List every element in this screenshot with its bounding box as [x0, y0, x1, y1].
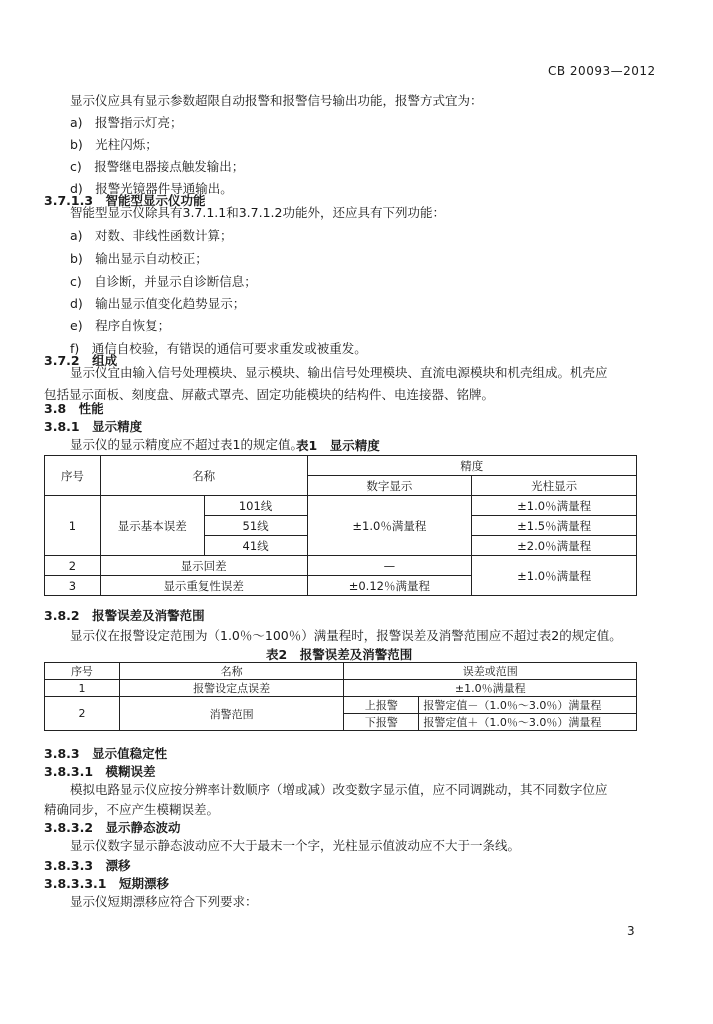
section-heading: 3.8.3.1 模糊误差	[44, 764, 156, 779]
table1-cell: 51线	[204, 516, 307, 536]
list-item: a) 报警指示灯亮；	[70, 115, 183, 130]
table1-cell: 3	[45, 576, 101, 596]
list-item: d) 输出显示值变化趋势显示；	[70, 296, 246, 311]
table1-cell: ±1.5％满量程	[472, 516, 637, 536]
section-heading: 3.8.3.2 显示静态波动	[44, 820, 181, 835]
table2-cell: 1	[45, 680, 120, 697]
table2	[44, 662, 637, 731]
list-item: f) 通信自校验，有错误的通信可要求重发或被重发。	[70, 341, 367, 356]
section-heading: 3.8 性能	[44, 401, 104, 416]
table2-head-range: 误差或范围	[344, 663, 637, 680]
paragraph: 显示仪宜由输入信号处理模块、显示模块、输出信号处理模块、直流电源模块和机壳组成。机壳应	[70, 365, 608, 380]
table1-cell: ±1.0％满量程	[472, 496, 637, 516]
table1	[44, 455, 637, 596]
section-heading: 3.8.3.3.1 短期漂移	[44, 876, 169, 891]
list-item: d) 报警光镜器件导通输出。	[70, 181, 233, 196]
list-item: c) 报警继电器接点触发输出；	[70, 159, 245, 174]
table1-head-precision: 精度	[307, 456, 637, 476]
paragraph: 模拟电路显示仪应按分辨率计数顺序（增或减）改变数字显示值，应不同调跳动，其不同数字位应	[70, 782, 608, 797]
table1-head-name: 名称	[100, 456, 307, 496]
table1-cell: 41线	[204, 536, 307, 556]
paragraph: 显示仪应具有显示参数超限自动报警和报警信号输出功能，报警方式宜为：	[70, 93, 483, 108]
list-item: b) 光柱闪烁；	[70, 137, 158, 152]
table2-cell: 报警设定点误差	[119, 680, 344, 697]
table1-head-digital: 数字显示	[307, 476, 472, 496]
section-heading: 3.8.3 显示值稳定性	[44, 746, 168, 761]
table2-cell: ±1.0％满量程	[344, 680, 637, 697]
standard-code: CB 20093—2012	[548, 64, 656, 78]
paragraph: 显示仪数字显示静态波动应不大于最末一个字，光柱显示值波动应不大于一条线。	[70, 838, 521, 853]
list-item: e) 程序自恢复；	[70, 318, 171, 333]
table2-cell: 上报警	[344, 697, 419, 714]
table2-caption: 表2 报警误差及消警范围	[266, 647, 413, 662]
table2-cell: 下报警	[344, 714, 419, 731]
section-heading: 3.8.1 显示精度	[44, 419, 143, 434]
table1-cell: 1	[45, 496, 101, 556]
table1-head-bar: 光柱显示	[472, 476, 637, 496]
table2-cell: 消警范围	[119, 697, 344, 731]
paragraph: 智能型显示仪除具有3.7.1.1和3.7.1.2功能外，还应具有下列功能：	[70, 205, 445, 220]
page-number: 3	[627, 924, 635, 938]
table1-cell: 101线	[204, 496, 307, 516]
paragraph: 显示仪短期漂移应符合下列要求：	[70, 894, 258, 909]
section-heading: 3.7.1.3 智能型显示仪功能	[44, 193, 206, 208]
table2-cell: 2	[45, 697, 120, 731]
table2-head-name: 名称	[119, 663, 344, 680]
table1-head-no: 序号	[45, 456, 101, 496]
paragraph: 显示仪在报警设定范围为（1.0％～100％）满量程时，报警误差及消警范围应不超过表2的规定值。	[70, 628, 622, 643]
table1-cell: ±2.0％满量程	[472, 536, 637, 556]
paragraph: 包括显示面板、刻度盘、屏蔽式罩壳、固定功能模块的结构件、电连接器、铭牌。	[44, 387, 495, 402]
table1-cell: ±1.0％满量程	[472, 556, 637, 596]
list-item: c) 自诊断，并显示自诊断信息；	[70, 274, 257, 289]
table1-caption: 表1 显示精度	[296, 438, 380, 453]
table1-cell: ±1.0％满量程	[307, 496, 472, 556]
table2-cell: 报警定值＋（1.0％～3.0％）满量程	[419, 714, 637, 731]
paragraph: 显示仪的显示精度应不超过表1的规定值。	[70, 437, 303, 452]
table1-cell: ±0.12％满量程	[307, 576, 472, 596]
table1-cell: —	[307, 556, 472, 576]
section-heading: 3.8.3.3 漂移	[44, 858, 131, 873]
list-item: b) 输出显示自动校正；	[70, 251, 208, 266]
paragraph: 精确同步，不应产生模糊误差。	[44, 802, 220, 817]
list-item: a) 对数、非线性函数计算；	[70, 228, 233, 243]
table1-cell: 显示回差	[100, 556, 307, 576]
table2-cell: 报警定值－（1.0％～3.0％）满量程	[419, 697, 637, 714]
table2-head-no: 序号	[45, 663, 120, 680]
table1-cell: 显示基本误差	[100, 496, 204, 556]
table1-cell: 显示重复性误差	[100, 576, 307, 596]
section-heading: 3.8.2 报警误差及消警范围	[44, 608, 205, 623]
table1-cell: 2	[45, 556, 101, 576]
section-heading: 3.7.2 组成	[44, 353, 118, 368]
